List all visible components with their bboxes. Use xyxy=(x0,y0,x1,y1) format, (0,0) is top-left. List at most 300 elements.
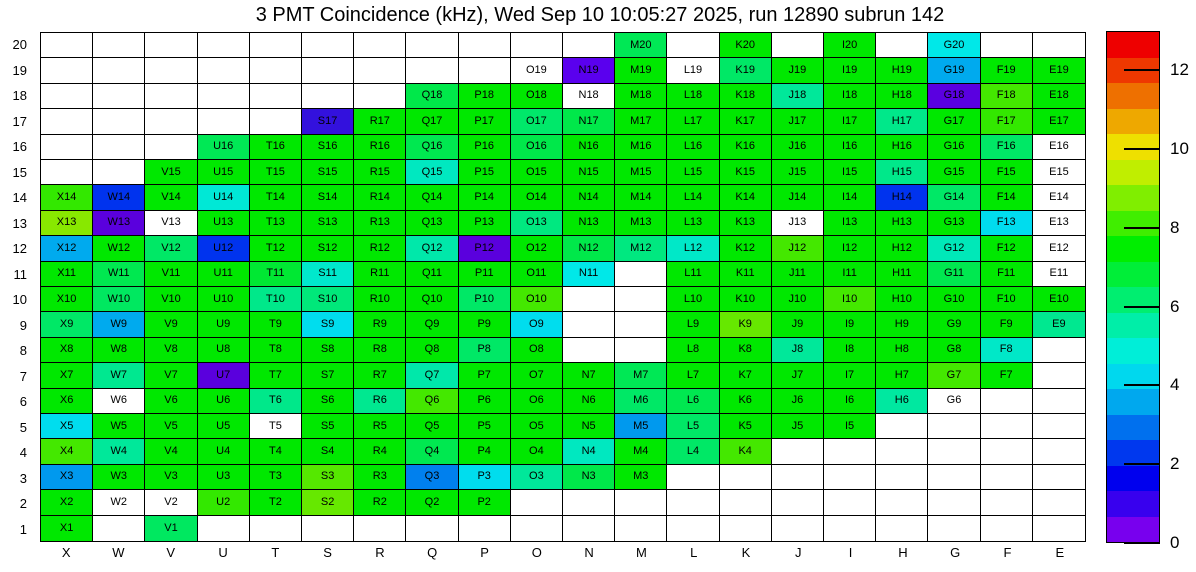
cell-W14 xyxy=(93,185,145,210)
cell-U13 xyxy=(198,211,250,236)
cell-U10 xyxy=(198,287,250,312)
cell-T4 xyxy=(250,439,302,464)
colorbar-tick-label-6: 6 xyxy=(1170,296,1180,316)
cell-label: N7 xyxy=(581,368,596,381)
cell-label: M20 xyxy=(630,38,652,51)
cell-label: L18 xyxy=(683,89,703,102)
cell-U19 xyxy=(198,58,250,83)
cell-F20 xyxy=(981,33,1033,58)
cell-G17 xyxy=(928,109,980,134)
cell-R1 xyxy=(354,516,406,541)
cell-label: N4 xyxy=(581,445,596,458)
cell-label: S16 xyxy=(317,140,338,153)
cell-T13 xyxy=(250,211,302,236)
cell-label: F16 xyxy=(996,140,1016,153)
cell-J8 xyxy=(772,338,824,363)
cell-F8 xyxy=(981,338,1033,363)
cell-label: M7 xyxy=(633,368,649,381)
cell-K10 xyxy=(720,287,772,312)
cell-J13 xyxy=(772,211,824,236)
cell-E10 xyxy=(1033,287,1085,312)
cell-label: X11 xyxy=(57,267,76,280)
cell-label: V3 xyxy=(164,470,178,483)
cell-label: T5 xyxy=(268,419,282,432)
cell-label: H18 xyxy=(891,89,912,102)
cell-S15 xyxy=(302,160,354,185)
cell-label: M17 xyxy=(630,114,652,127)
cell-S18 xyxy=(302,84,354,109)
cell-T3 xyxy=(250,465,302,490)
cell-label: F19 xyxy=(996,64,1016,77)
cell-label: Q7 xyxy=(424,368,440,381)
cell-T12 xyxy=(250,236,302,261)
cell-N5 xyxy=(563,414,615,439)
cell-label: K6 xyxy=(738,394,752,407)
cell-label: R17 xyxy=(369,114,390,127)
cell-L1 xyxy=(667,516,719,541)
cell-R12 xyxy=(354,236,406,261)
cell-label: T9 xyxy=(268,318,282,331)
cell-O3 xyxy=(511,465,563,490)
cell-N12 xyxy=(563,236,615,261)
cell-X19 xyxy=(41,58,93,83)
cell-label: F8 xyxy=(999,343,1013,356)
cell-F3 xyxy=(981,465,1033,490)
cell-N4 xyxy=(563,439,615,464)
cell-label: W3 xyxy=(110,470,128,483)
cell-O11 xyxy=(511,262,563,287)
cell-O19 xyxy=(511,58,563,83)
cell-G12 xyxy=(928,236,980,261)
cell-label: M6 xyxy=(633,394,649,407)
cell-T16 xyxy=(250,135,302,160)
cell-label: N5 xyxy=(581,419,596,432)
cell-M3 xyxy=(615,465,667,490)
cell-J10 xyxy=(772,287,824,312)
cell-E8 xyxy=(1033,338,1085,363)
cell-label: S5 xyxy=(320,419,335,432)
cell-T17 xyxy=(250,109,302,134)
cell-F1 xyxy=(981,516,1033,541)
cell-E4 xyxy=(1033,439,1085,464)
cell-M7 xyxy=(615,363,667,388)
cell-S19 xyxy=(302,58,354,83)
cell-label: E15 xyxy=(1049,165,1069,178)
y-axis-label-18: 18 xyxy=(12,88,27,104)
cell-label: L8 xyxy=(686,343,700,356)
cell-N20 xyxy=(563,33,615,58)
cell-H11 xyxy=(876,262,928,287)
cell-label: H14 xyxy=(891,191,912,204)
cell-E14 xyxy=(1033,185,1085,210)
cell-P11 xyxy=(459,262,511,287)
cell-label: K20 xyxy=(735,38,755,51)
cell-label: R2 xyxy=(372,495,387,508)
cell-label: U11 xyxy=(213,267,233,280)
cell-label: P14 xyxy=(474,191,494,204)
cell-F14 xyxy=(981,185,1033,210)
cell-label: X3 xyxy=(59,470,74,483)
cell-label: R4 xyxy=(372,445,387,458)
cell-H13 xyxy=(876,211,928,236)
cell-S16 xyxy=(302,135,354,160)
y-axis-label-7: 7 xyxy=(19,368,27,384)
cell-P19 xyxy=(459,58,511,83)
cell-label: V7 xyxy=(164,368,178,381)
cell-I17 xyxy=(824,109,876,134)
cell-label: U15 xyxy=(213,165,234,178)
cell-G10 xyxy=(928,287,980,312)
cell-label: U9 xyxy=(216,318,231,331)
cell-label: J15 xyxy=(788,165,807,178)
cell-label: U13 xyxy=(213,216,234,229)
cell-label: I7 xyxy=(845,368,855,381)
cell-R15 xyxy=(354,160,406,185)
cell-label: H6 xyxy=(894,394,909,407)
cell-label: I10 xyxy=(841,292,858,305)
cell-U7 xyxy=(198,363,250,388)
cell-W9 xyxy=(93,312,145,337)
cell-label: K15 xyxy=(735,165,755,178)
cell-W16 xyxy=(93,135,145,160)
cell-label: P9 xyxy=(477,318,491,331)
cell-label: K5 xyxy=(738,419,752,432)
cell-label: T2 xyxy=(268,495,282,508)
cell-G2 xyxy=(928,490,980,515)
cell-label: H10 xyxy=(891,292,912,305)
cell-Q4 xyxy=(406,439,458,464)
cell-V7 xyxy=(145,363,197,388)
cell-V17 xyxy=(145,109,197,134)
x-axis-label-E: E xyxy=(1055,545,1065,560)
cell-P3 xyxy=(459,465,511,490)
cell-label: Q14 xyxy=(421,191,443,204)
cell-J15 xyxy=(772,160,824,185)
cell-label: V10 xyxy=(161,292,181,305)
cell-S6 xyxy=(302,389,354,414)
cell-label: W4 xyxy=(110,445,128,458)
cell-G8 xyxy=(928,338,980,363)
cell-O12 xyxy=(511,236,563,261)
x-axis-label-N: N xyxy=(584,545,594,560)
cell-label: V14 xyxy=(161,191,181,204)
y-axis-label-3: 3 xyxy=(19,470,27,486)
cell-W17 xyxy=(93,109,145,134)
colorbar-band-1 xyxy=(1107,517,1159,543)
cell-label: R12 xyxy=(369,241,390,254)
cell-E1 xyxy=(1033,516,1085,541)
cell-M1 xyxy=(615,516,667,541)
cell-label: V5 xyxy=(164,419,178,432)
cell-label: M18 xyxy=(630,89,652,102)
cell-label: V11 xyxy=(161,267,181,280)
cell-J18 xyxy=(772,84,824,109)
colorbar-band-10 xyxy=(1107,287,1159,313)
cell-label: W7 xyxy=(110,368,128,381)
cell-label: P3 xyxy=(477,470,491,483)
cell-label: S12 xyxy=(317,241,338,254)
cell-W5 xyxy=(93,414,145,439)
cell-F12 xyxy=(981,236,1033,261)
cell-label: R7 xyxy=(372,368,387,381)
cell-label: S13 xyxy=(317,216,338,229)
y-axis-label-12: 12 xyxy=(12,241,27,257)
cell-F15 xyxy=(981,160,1033,185)
cell-label: N16 xyxy=(578,140,599,153)
cell-S14 xyxy=(302,185,354,210)
colorbar-tick-label-8: 8 xyxy=(1170,217,1180,237)
cell-M9 xyxy=(615,312,667,337)
cell-R19 xyxy=(354,58,406,83)
cell-label: K13 xyxy=(735,216,755,229)
cell-H19 xyxy=(876,58,928,83)
cell-W1 xyxy=(93,516,145,541)
cell-label: I11 xyxy=(842,267,857,280)
colorbar-band-20 xyxy=(1107,32,1159,58)
cell-U4 xyxy=(198,439,250,464)
cell-label: U12 xyxy=(213,241,234,254)
cell-label: G9 xyxy=(946,318,962,331)
cell-X5 xyxy=(41,414,93,439)
cell-K8 xyxy=(720,338,772,363)
cell-label: T8 xyxy=(268,343,282,356)
cell-label: I16 xyxy=(841,140,858,153)
cell-P12 xyxy=(459,236,511,261)
cell-L4 xyxy=(667,439,719,464)
cell-U3 xyxy=(198,465,250,490)
cell-J19 xyxy=(772,58,824,83)
cell-E5 xyxy=(1033,414,1085,439)
cell-label: I6 xyxy=(845,394,855,407)
cell-N9 xyxy=(563,312,615,337)
cell-W6 xyxy=(93,389,145,414)
cell-label: X5 xyxy=(59,419,74,432)
cell-R5 xyxy=(354,414,406,439)
cell-label: U6 xyxy=(216,394,231,407)
cell-label: Q5 xyxy=(424,419,440,432)
y-axis-label-4: 4 xyxy=(19,445,27,461)
colorbar-band-8 xyxy=(1107,338,1159,364)
cell-M10 xyxy=(615,287,667,312)
cell-W3 xyxy=(93,465,145,490)
cell-label: S8 xyxy=(320,343,335,356)
cell-L15 xyxy=(667,160,719,185)
cell-label: E17 xyxy=(1049,114,1069,127)
cell-label: F11 xyxy=(997,267,1016,280)
cell-T11 xyxy=(250,262,302,287)
cell-P15 xyxy=(459,160,511,185)
cell-W12 xyxy=(93,236,145,261)
cell-label: L19 xyxy=(683,64,703,77)
cell-label: J11 xyxy=(788,267,806,280)
cell-label: N11 xyxy=(578,267,599,280)
cell-E19 xyxy=(1033,58,1085,83)
cell-label: Q10 xyxy=(421,292,443,305)
cell-R4 xyxy=(354,439,406,464)
cell-label: P4 xyxy=(477,445,491,458)
cell-G13 xyxy=(928,211,980,236)
cell-X7 xyxy=(41,363,93,388)
y-axis-label-15: 15 xyxy=(12,164,27,180)
cell-X1 xyxy=(41,516,93,541)
cell-H12 xyxy=(876,236,928,261)
cell-label: X6 xyxy=(59,394,74,407)
cell-label: S11 xyxy=(318,267,337,280)
cell-label: O12 xyxy=(526,241,547,254)
cell-O15 xyxy=(511,160,563,185)
cell-label: Q17 xyxy=(421,114,443,127)
cell-label: V8 xyxy=(164,343,178,356)
cell-label: P13 xyxy=(474,216,494,229)
cell-J5 xyxy=(772,414,824,439)
cell-label: M4 xyxy=(633,445,649,458)
cell-label: L10 xyxy=(683,292,703,305)
cell-R6 xyxy=(354,389,406,414)
cell-V15 xyxy=(145,160,197,185)
cell-V14 xyxy=(145,185,197,210)
cell-label: E13 xyxy=(1049,216,1069,229)
cell-label: E19 xyxy=(1049,64,1069,77)
cell-P1 xyxy=(459,516,511,541)
cell-T15 xyxy=(250,160,302,185)
cell-S7 xyxy=(302,363,354,388)
cell-label: P6 xyxy=(477,394,491,407)
cell-V12 xyxy=(145,236,197,261)
cell-Q2 xyxy=(406,490,458,515)
cell-label: P17 xyxy=(474,114,494,127)
cell-W18 xyxy=(93,84,145,109)
cell-O2 xyxy=(511,490,563,515)
cell-label: G7 xyxy=(946,368,962,381)
colorbar xyxy=(1106,31,1160,543)
cell-V2 xyxy=(145,490,197,515)
cell-Q15 xyxy=(406,160,458,185)
cell-Q16 xyxy=(406,135,458,160)
cell-V11 xyxy=(145,262,197,287)
cell-S1 xyxy=(302,516,354,541)
cell-M15 xyxy=(615,160,667,185)
cell-J17 xyxy=(772,109,824,134)
cell-label: R6 xyxy=(372,394,387,407)
cell-N13 xyxy=(563,211,615,236)
cell-T2 xyxy=(250,490,302,515)
x-axis-label-H: H xyxy=(898,545,908,560)
cell-E17 xyxy=(1033,109,1085,134)
y-axis-label-17: 17 xyxy=(12,113,27,129)
cell-R17 xyxy=(354,109,406,134)
cell-I12 xyxy=(824,236,876,261)
cell-label: O15 xyxy=(526,165,547,178)
cell-V8 xyxy=(145,338,197,363)
cell-label: O9 xyxy=(529,318,544,331)
cell-label: H13 xyxy=(891,216,912,229)
cell-label: S3 xyxy=(320,470,335,483)
cell-U15 xyxy=(198,160,250,185)
cell-label: X2 xyxy=(59,495,74,508)
cell-label: U3 xyxy=(216,470,231,483)
cell-label: K17 xyxy=(735,114,755,127)
cell-label: K7 xyxy=(738,368,752,381)
cell-N14 xyxy=(563,185,615,210)
cell-N10 xyxy=(563,287,615,312)
cell-I8 xyxy=(824,338,876,363)
cell-L18 xyxy=(667,84,719,109)
cell-H3 xyxy=(876,465,928,490)
cell-I6 xyxy=(824,389,876,414)
cell-label: T12 xyxy=(265,241,285,254)
cell-label: I9 xyxy=(845,318,855,331)
cell-label: K14 xyxy=(735,191,755,204)
colorbar-band-9 xyxy=(1107,313,1159,339)
cell-label: U7 xyxy=(216,368,231,381)
cell-label: V9 xyxy=(164,318,178,331)
y-axis-label-6: 6 xyxy=(19,394,27,410)
colorbar-tick-label-12: 12 xyxy=(1170,60,1189,80)
cell-J14 xyxy=(772,185,824,210)
cell-V16 xyxy=(145,135,197,160)
cell-label: P16 xyxy=(474,140,494,153)
cell-label: L15 xyxy=(683,165,703,178)
cell-label: G12 xyxy=(943,241,965,254)
cell-W7 xyxy=(93,363,145,388)
cell-T20 xyxy=(250,33,302,58)
cell-P8 xyxy=(459,338,511,363)
cell-label: P15 xyxy=(474,165,494,178)
cell-label: W9 xyxy=(110,318,128,331)
colorbar-band-14 xyxy=(1107,185,1159,211)
cell-L9 xyxy=(667,312,719,337)
cell-K2 xyxy=(720,490,772,515)
cell-N2 xyxy=(563,490,615,515)
cell-H2 xyxy=(876,490,928,515)
cell-E2 xyxy=(1033,490,1085,515)
cell-L14 xyxy=(667,185,719,210)
cell-E16 xyxy=(1033,135,1085,160)
cell-label: N18 xyxy=(578,89,599,102)
cell-label: P5 xyxy=(477,419,491,432)
cell-I19 xyxy=(824,58,876,83)
cell-label: H7 xyxy=(894,368,909,381)
cell-label: U8 xyxy=(216,343,231,356)
x-axis-label-S: S xyxy=(323,545,332,560)
cell-H14 xyxy=(876,185,928,210)
cell-K18 xyxy=(720,84,772,109)
cell-P16 xyxy=(459,135,511,160)
cell-label: N15 xyxy=(578,165,599,178)
y-axis-label-8: 8 xyxy=(19,343,27,359)
y-axis-label-5: 5 xyxy=(19,419,27,435)
cell-E18 xyxy=(1033,84,1085,109)
cell-W13 xyxy=(93,211,145,236)
cell-R14 xyxy=(354,185,406,210)
cell-F10 xyxy=(981,287,1033,312)
cell-G7 xyxy=(928,363,980,388)
cell-label: R14 xyxy=(369,191,390,204)
cell-V10 xyxy=(145,287,197,312)
cell-F9 xyxy=(981,312,1033,337)
cell-P6 xyxy=(459,389,511,414)
cell-N6 xyxy=(563,389,615,414)
cell-Q8 xyxy=(406,338,458,363)
cell-label: Q2 xyxy=(424,495,440,508)
cell-label: V2 xyxy=(164,495,178,508)
cell-F7 xyxy=(981,363,1033,388)
cell-U2 xyxy=(198,490,250,515)
cell-label: Q16 xyxy=(421,140,443,153)
cell-label: J13 xyxy=(788,216,807,229)
cell-label: O17 xyxy=(526,114,547,127)
cell-label: L6 xyxy=(686,394,700,407)
